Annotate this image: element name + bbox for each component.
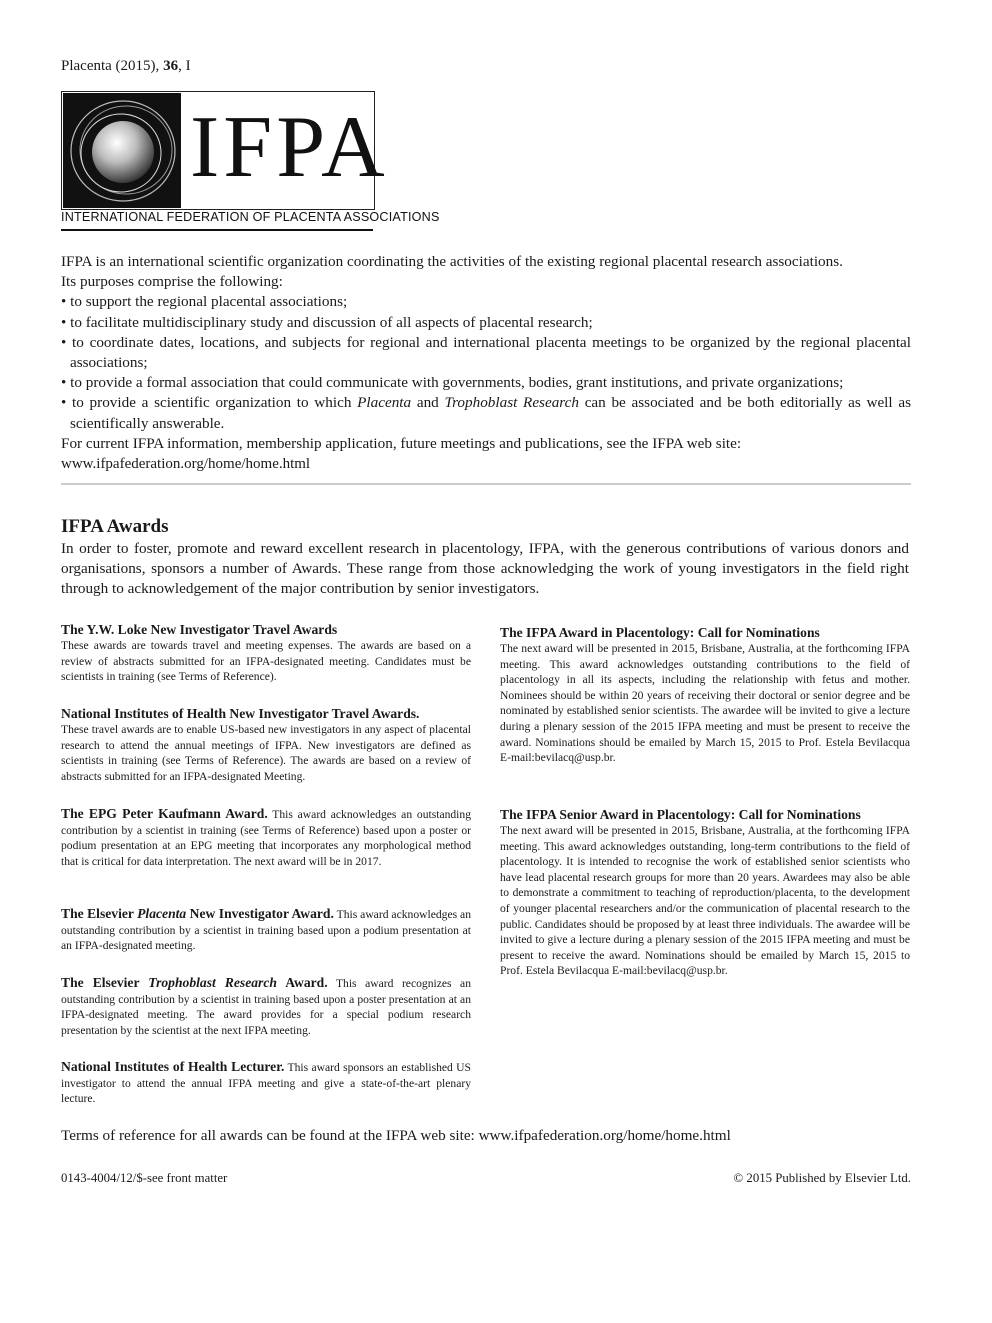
citation-volume: 36	[163, 58, 179, 74]
award-senior-placentology	[500, 806, 910, 979]
award-title: The IFPA Senior Award in Placentology: Call for Nominations	[500, 807, 861, 822]
awards-heading: IFPA Awards	[61, 516, 169, 537]
award-title: The EPG Peter Kaufmann Award.	[61, 806, 268, 821]
award-elsevier-trophoblast	[61, 975, 471, 1038]
award-body: This award acknowledges an outstanding contribution by a scientist in training (see Terms of Reference) based upon a poster or podium presentation at an EPG meeting that incorporates any morphological method that is critical for data interpretation. The next award will be in 2017.	[61, 808, 471, 868]
journal-citation	[61, 58, 191, 75]
placenta-sphere-icon	[63, 93, 181, 208]
logo-subtitle: INTERNATIONAL FEDERATION OF PLACENTA ASSOCIATIONS	[61, 210, 440, 224]
purpose-item: • to coordinate dates, locations, and subjects for regional and international placenta meetings to be organized by the regional placental associations;	[61, 333, 911, 373]
purpose-item: • to support the regional placental associations;	[61, 292, 911, 312]
section-divider	[61, 483, 911, 485]
award-title: The Elsevier Trophoblast Research Award.	[61, 975, 328, 990]
award-placentology	[500, 624, 910, 766]
purposes-heading: Its purposes comprise the following:	[61, 273, 283, 291]
award-elsevier-placenta	[61, 906, 471, 954]
logo-wordmark: IFPA	[190, 99, 389, 196]
purpose-item: • to provide a scientific organization to which Placenta and Trophoblast Research can be associated and be both editorially as well as scientifically answerable.	[61, 393, 911, 433]
citation-prefix: Placenta (2015),	[61, 58, 164, 74]
award-body: These awards are towards travel and meeting expenses. The awards are based on a review of abstracts submitted for an IFPA-designated meeting. Candidates must be scientists in training (see Terms of Reference).	[61, 639, 471, 684]
award-body: The next award will be presented in 2015, Brisbane, Australia, at the forthcoming IFPA meeting. This award acknowledges outstanding, long-term contributions to the field of placentology. It is intended to recognise the work of established senior scientists who have lead placental research groups for more than 20 years. Awardees may also be able to demonstrate a commitment to teaching of reproduction/placenta, to the development of younger placental researchers and/or the communication of placental research to the public. Candidates should be proposed by at least three individuals. The awardee will be invited to give a lecture during a plenary session of the 2015 IFPA meeting and must be present to receive the award. Nominations should be emailed by March 15, 2015 to Prof. Estela Bevilacqua E-mail:bevilacq@usp.br.	[500, 824, 910, 978]
award-body: The next award will be presented in 2015, Brisbane, Australia, at the forthcoming IFPA meeting. This award acknowledges outstanding contributions to the field of placentology in all its aspects, including the relationship with fetus and mother. Nominees should be within 20 years of receiving their doctoral or senior degree and be nominated by established senior scientists. The awardee will be invited to give a lecture during a plenary session of the 2015 IFPA meeting and must be present to receive the award. Nominations should be emailed by March 15, 2015 to Prof. Estela Bevilacqua E-mail:bevilacq@usp.br.	[500, 642, 910, 765]
copyright-line: © 2015 Published by Elsevier Ltd.	[733, 1171, 911, 1185]
logo-frame	[61, 91, 389, 210]
purposes-list	[61, 292, 911, 433]
journal-name: Trophoblast Research	[444, 394, 579, 412]
awards-intro: In order to foster, promote and reward excellent research in placentology, IFPA, with the generous contributions of various donors and organisations, sponsors a number of Awards. These range from those acknowledging the work of young investigators in the field right through to acknowledgement of the major contribution by senior investigators.	[61, 540, 909, 597]
terms-of-reference-note: Terms of reference for all awards can be found at the IFPA web site: www.ifpafederation.org/home/home.html	[61, 1127, 731, 1144]
logo-emblem	[63, 93, 181, 208]
info-line: For current IFPA information, membership application, future meetings and publications, see the IFPA web site:	[61, 434, 742, 452]
award-title: National Institutes of Health Lecturer.	[61, 1059, 285, 1074]
award-title: National Institutes of Health New Investigator Travel Awards.	[61, 706, 420, 721]
award-nih-travel	[61, 705, 471, 784]
purpose-item: • to facilitate multidisciplinary study and discussion of all aspects of placental research;	[61, 313, 911, 333]
journal-name: Placenta	[357, 394, 412, 412]
award-title: The Y.W. Loke New Investigator Travel Awards	[61, 622, 338, 637]
award-body: These travel awards are to enable US-based new investigators in any aspect of placental research to attend the annual meetings of IFPA. New investigators are defined as scientists in training (see Terms of Reference). The awards are based on a review of abstracts submitted for an IFPA-designated Meeting.	[61, 723, 471, 783]
ifpa-logo	[61, 91, 440, 233]
ifpa-description	[61, 252, 911, 474]
purpose-item: • to provide a formal association that could communicate with governments, bodies, grant institutions, and private organizations;	[61, 373, 911, 393]
award-nih-lecturer	[61, 1059, 471, 1107]
award-title: The Elsevier Placenta New Investigator Award.	[61, 906, 334, 921]
citation-suffix: , I	[178, 58, 191, 74]
award-loke	[61, 621, 471, 685]
logo-underline	[61, 229, 373, 231]
award-body: This award acknowledges an outstanding contribution by a scientist in training based upon a podium presentation at an IFPA-designated meeting.	[61, 908, 471, 953]
award-epg-kaufmann	[61, 806, 471, 869]
award-title: The IFPA Award in Placentology: Call for Nominations	[500, 625, 820, 640]
website-link[interactable]: www.ifpafederation.org/home/home.html	[61, 456, 311, 473]
award-body: This award sponsors an established US investigator to attend the annual IFPA meeting and give a state-of-the-art plenary lecture.	[61, 1061, 471, 1106]
award-body: This award recognizes an outstanding contribution by a scientist in training based upon a poster presentation at an IFPA-designated meeting. The award provides for a special podium research presentation by the scientist at the next IFPA meeting.	[61, 977, 471, 1037]
intro-lead: IFPA is an international scientific organization coordinating the activities of the existing regional placental research associations.	[61, 253, 843, 270]
issn-line: 0143-4004/12/$-see front matter	[61, 1171, 228, 1185]
